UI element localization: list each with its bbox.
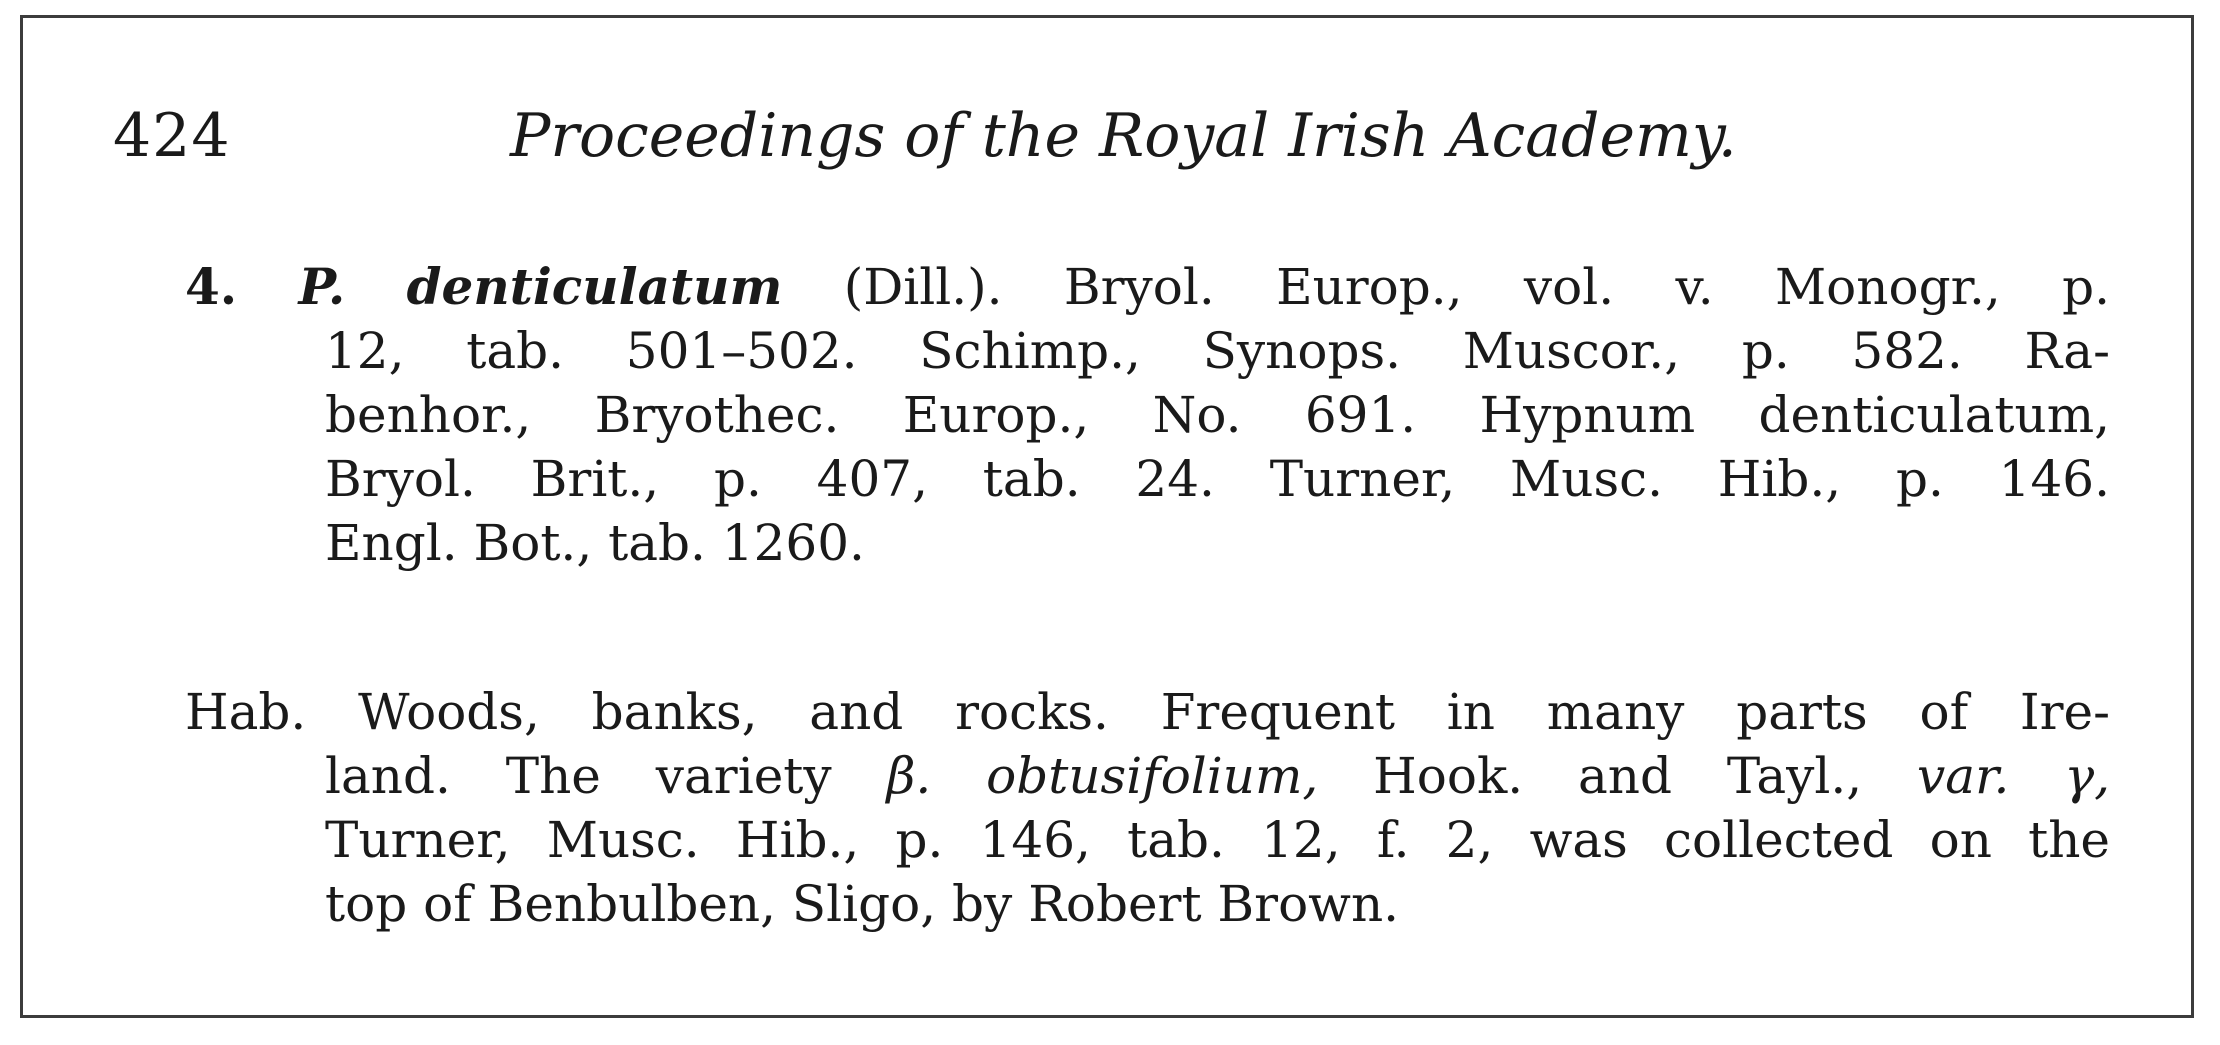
var-gamma: var. γ, xyxy=(1917,747,2110,805)
genus-abbrev: P. xyxy=(298,257,346,316)
entry-line-3: benhor., Bryothec. Europ., No. 691. Hypnum denticulatum, xyxy=(325,386,2110,444)
habitat-line-1: Hab. Woods, banks, and rocks. Frequent in many parts of Ire- xyxy=(185,683,2110,741)
entry-line-5: Engl. Bot., tab. 1260. xyxy=(325,514,865,572)
habitat-line-4: top of Benbulben, Sligo, by Robert Brown. xyxy=(325,875,1400,933)
habitat-line-2 xyxy=(185,744,2110,808)
page-number: 424 xyxy=(113,101,231,171)
entry-line-4: Bryol. Brit., p. 407, tab. 24. Turner, Musc. Hib., p. 146. xyxy=(325,450,2110,508)
entry-number: 4. xyxy=(185,257,238,316)
habitat-paragraph xyxy=(185,680,2110,936)
entry-line-2: 12, tab. 501–502. Schimp., Synops. Muscor., p. 582. Ra- xyxy=(325,322,2110,380)
habitat-line-3: Turner, Musc. Hib., p. 146, tab. 12, f. 2, was collected on the xyxy=(325,811,2110,869)
entry-line-1 xyxy=(185,255,2110,319)
species-name: denticulatum xyxy=(406,257,783,316)
habitat-line-2-a: land. The variety xyxy=(325,747,887,805)
variety-name: β. obtusifolium, xyxy=(886,747,1319,805)
habitat-line-2-b: Hook. and Tayl., xyxy=(1318,747,1918,805)
entry-line-1-rest: (Dill.). Bryol. Europ., vol. v. Monogr., p. xyxy=(843,258,2110,316)
running-title: Proceedings of the Royal Irish Academy. xyxy=(510,101,1737,171)
species-entry xyxy=(185,255,2110,575)
